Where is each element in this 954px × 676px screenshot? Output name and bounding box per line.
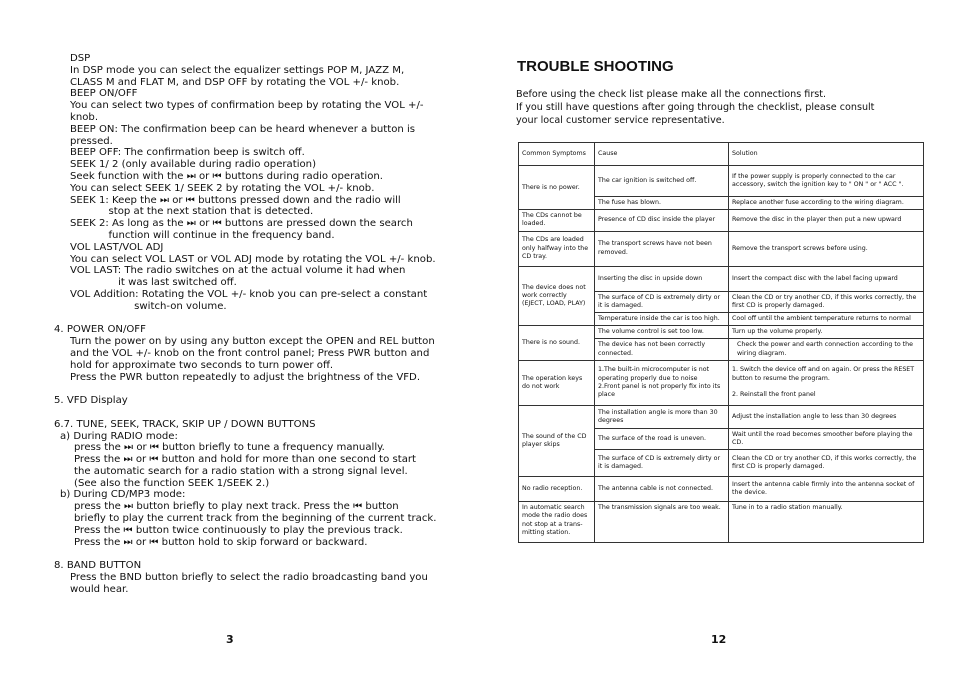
- solution-cell: Remove the disc in the player then put a new upward: [729, 210, 924, 231]
- vfd-heading: 5. VFD Display: [54, 395, 128, 407]
- solution-cell: Adjust the installation angle to less than 30 degrees: [729, 405, 924, 428]
- header-cause: Cause: [595, 143, 729, 166]
- text-line: SEEK 1: Keep the ⏭ or ⏮ buttons pressed down and the radio will: [70, 194, 401, 206]
- text-line: hold for approximate two seconds to turn power off.: [70, 359, 334, 371]
- text-line: VOL LAST: The radio switches on at the actual volume it had when: [70, 265, 406, 277]
- table-row: [519, 477, 924, 502]
- text-line: SEEK 2: As long as the ⏭ or ⏮ buttons are pressed down the search: [70, 218, 413, 230]
- left-text-column: [54, 53, 464, 596]
- text-line: Turn the power on by using any button except the OPEN and REL button: [70, 336, 435, 348]
- text-line: press the ⏭ button briefly to play next track. Press the ⏮ button: [74, 501, 399, 513]
- radio-mode-block: [54, 442, 464, 489]
- text-line: would hear.: [70, 583, 129, 595]
- solution-cell: Wait until the road becomes smoother before playing the CD.: [729, 428, 924, 449]
- text-line: You can select SEEK 1/ SEEK 2 by rotating the VOL +/- knob.: [70, 182, 375, 194]
- cause-cell: The surface of CD is extremely dirty or it is damaged.: [595, 291, 729, 312]
- tune-heading: 6.7. TUNE, SEEK, TRACK, SKIP UP / DOWN BUTTONS: [54, 418, 316, 430]
- text-line: You can select two types of confirmation beep by rotating the VOL +/-: [70, 100, 424, 112]
- text-line: (See also the function SEEK 1/SEEK 2.): [74, 477, 270, 489]
- text-line: Press the BND button briefly to select the radio broadcasting band you: [70, 572, 428, 584]
- text-line: knob.: [70, 111, 99, 123]
- text-line: DSP: [70, 53, 91, 64]
- cause-cell: The surface of the road is uneven.: [595, 428, 729, 449]
- symptom-cell: In automatic search mode the radio does not stop at a trans-mitting station.: [519, 502, 595, 543]
- solution-cell: Insert the compact disc with the label facing upward: [729, 266, 924, 291]
- symptom-cell: There is no power.: [519, 166, 595, 210]
- text-line: CLASS M and FLAT M, and DSP OFF by rotating the VOL +/- knob.: [70, 76, 400, 88]
- page-title: TROUBLE SHOOTING: [517, 58, 674, 75]
- text-line: pressed.: [70, 135, 113, 147]
- text-line: stop at the next station that is detected.: [70, 206, 314, 218]
- header-symptoms: Common Symptoms: [519, 143, 595, 166]
- power-block: [54, 336, 464, 383]
- symptom-cell: There is no sound.: [519, 326, 595, 361]
- cause-cell: The volume control is set too low.: [595, 326, 729, 339]
- table-row: [519, 231, 924, 266]
- cause-cell: The installation angle is more than 30 degrees: [595, 405, 729, 428]
- table-row: [519, 405, 924, 428]
- text-line: BEEP OFF: The confirmation beep is switch off.: [70, 147, 305, 159]
- text-line: Press the ⏭ or ⏮ button and hold for more than one second to start: [74, 454, 416, 466]
- cause-cell: The device has not been correctly connected.: [595, 339, 729, 360]
- cd-mode-heading: b) During CD/MP3 mode:: [60, 489, 186, 501]
- text-line: Press the ⏭ or ⏮ button hold to skip forward or backward.: [74, 536, 368, 548]
- cause-cell: Inserting the disc in upside down: [595, 266, 729, 291]
- text-line: briefly to play the current track from the beginning of the current track.: [74, 513, 437, 525]
- table-row: [519, 166, 924, 197]
- intro-text: [516, 88, 936, 127]
- cause-cell: 1.The built-in microcomputer is not operating properly due to noise 2.Front panel is not properly fix into its place: [595, 360, 729, 405]
- text-line: Seek function with the ⏭ or ⏮ buttons during radio operation.: [70, 170, 383, 182]
- radio-mode-heading: a) During RADIO mode:: [60, 430, 178, 442]
- band-block: [54, 572, 464, 596]
- table-row: [519, 266, 924, 291]
- text-line: function will continue in the frequency band.: [70, 229, 335, 241]
- intro-line: If you still have questions after going through the checklist, please consult: [516, 102, 875, 113]
- solution-cell: Clean the CD or try another CD, if this works correctly, the first CD is properly damaged.: [729, 450, 924, 477]
- cause-cell: The car ignition is switched off.: [595, 166, 729, 197]
- symptom-cell: The CDs are loaded only halfway into the CD tray.: [519, 231, 595, 266]
- text-line: switch-on volume.: [70, 300, 227, 312]
- symptom-cell: The CDs cannot be loaded.: [519, 210, 595, 231]
- cause-cell: The fuse has blown.: [595, 197, 729, 210]
- text-line: Press the ⏮ button twice continuously to play the previous track.: [74, 524, 403, 536]
- solution-cell: Turn up the volume properly.: [729, 326, 924, 339]
- table-header-row: [519, 143, 924, 166]
- text-line: press the ⏭ or ⏮ button briefly to tune a frequency manually.: [74, 442, 385, 454]
- solution-cell: 1. Switch the device off and on again. Or press the RESET button to resume the program. 2. Reinstall the front panel: [729, 360, 924, 405]
- text-line: it was last switched off.: [70, 277, 237, 289]
- solution-cell: Clean the CD or try another CD, if this works correctly, the first CD is properly damaged.: [729, 291, 924, 312]
- right-page: [477, 0, 954, 676]
- dsp-settings-block: [54, 53, 464, 313]
- text-line: the automatic search for a radio station with a strong signal level.: [74, 465, 408, 477]
- intro-line: your local customer service representative.: [516, 115, 725, 126]
- solution-cell: If the power supply is properly connected to the car accessory, switch the ignition key to " ON " or " ACC ".: [729, 166, 924, 197]
- text-line: BEEP ON/OFF: [70, 88, 138, 100]
- text-line: VOL LAST/VOL ADJ: [70, 241, 164, 253]
- band-heading: 8. BAND BUTTON: [54, 560, 142, 572]
- power-heading: 4. POWER ON/OFF: [54, 324, 146, 336]
- troubleshooting-table: [518, 142, 924, 543]
- text-line: VOL Addition: Rotating the VOL +/- knob you can pre-select a constant: [70, 288, 428, 300]
- table-row: [519, 360, 924, 405]
- text-line: In DSP mode you can select the equalizer settings POP M, JAZZ M,: [70, 64, 405, 76]
- cause-cell: Temperature inside the car is too high.: [595, 313, 729, 326]
- cd-mode-block: [54, 501, 464, 548]
- cause-cell: The surface of CD is extremely dirty or it is damaged.: [595, 450, 729, 477]
- header-solution: Solution: [729, 143, 924, 166]
- symptom-cell: The device does not work correctly (EJECT, LOAD, PLAY): [519, 266, 595, 326]
- solution-cell: Replace another fuse according to the wiring diagram.: [729, 197, 924, 210]
- symptom-cell: The operation keys do not work: [519, 360, 595, 405]
- solution-cell: Insert the antenna cable firmly into the antenna socket of the device.: [729, 477, 924, 502]
- text-line: Press the PWR button repeatedly to adjust the brightness of the VFD.: [70, 371, 421, 383]
- text-line: SEEK 1/ 2 (only available during radio operation): [70, 159, 317, 171]
- solution-cell: Cool off until the ambient temperature returns to normal: [729, 313, 924, 326]
- text-line: BEEP ON: The confirmation beep can be heard whenever a button is: [70, 123, 416, 135]
- cause-cell: The antenna cable is not connected.: [595, 477, 729, 502]
- intro-line: Before using the check list please make all the connections first.: [516, 89, 827, 100]
- table-row: [519, 502, 924, 543]
- page-number-right: 12: [711, 633, 727, 646]
- solution-cell: Remove the transport screws before using.: [729, 231, 924, 266]
- solution-cell: Tune in to a radio station manually.: [729, 502, 924, 543]
- page-number-left: 3: [226, 633, 234, 646]
- table-row: [519, 326, 924, 339]
- text-line: and the VOL +/- knob on the front control panel; Press PWR button and: [70, 347, 430, 359]
- text-line: You can select VOL LAST or VOL ADJ mode by rotating the VOL +/- knob.: [70, 253, 436, 265]
- cause-cell: The transmission signals are too weak.: [595, 502, 729, 543]
- symptom-cell: The sound of the CD player skips: [519, 405, 595, 476]
- solution-cell: Check the power and earth connection according to the wiring diagram.: [729, 339, 924, 360]
- symptom-cell: No radio reception.: [519, 477, 595, 502]
- cause-cell: The transport screws have not been removed.: [595, 231, 729, 266]
- table-row: [519, 210, 924, 231]
- cause-cell: Presence of CD disc inside the player: [595, 210, 729, 231]
